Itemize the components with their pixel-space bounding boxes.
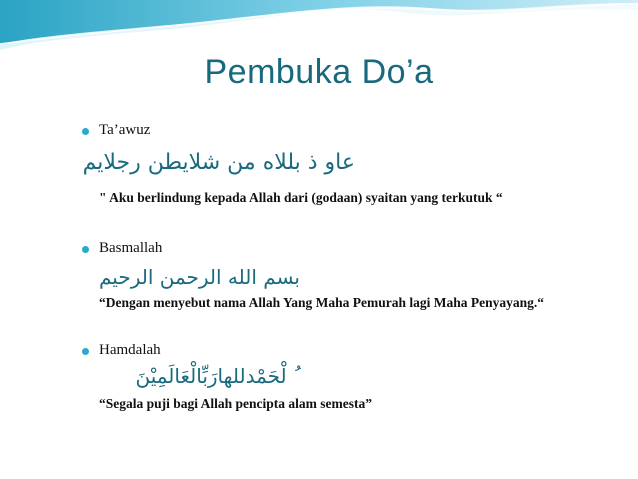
bullet-icon: [82, 348, 89, 355]
arabic-text-taawuz: عاو ذ بللاه من شلايطن رجلايم: [82, 150, 355, 175]
meaning-text-taawuz: " Aku berlindung kepada Allah dari (godaan) syaitan yang terkutuk “: [99, 190, 503, 205]
meaning-text-hamdalah: “Segala puji bagi Allah pencipta alam semesta”: [99, 396, 373, 411]
section-label-basmallah: Basmallah: [99, 240, 163, 256]
section-label-taawuz: Ta’awuz: [99, 122, 151, 138]
slide-title: Pembuka Do’a: [204, 53, 434, 91]
bullet-icon: [82, 128, 89, 135]
section-label-hamdalah: Hamdalah: [99, 342, 161, 358]
arabic-text-hamdalah: ُ لْحَمْدللهارَبِّالْعَالَمِيْنَ: [135, 364, 293, 388]
meaning-text-basmallah: “Dengan menyebut nama Allah Yang Maha Pemurah lagi Maha Penyayang.“: [99, 295, 545, 310]
arabic-text-basmallah: بسم الله الرحمن الرحيم: [98, 265, 300, 289]
bullet-icon: [82, 246, 89, 253]
